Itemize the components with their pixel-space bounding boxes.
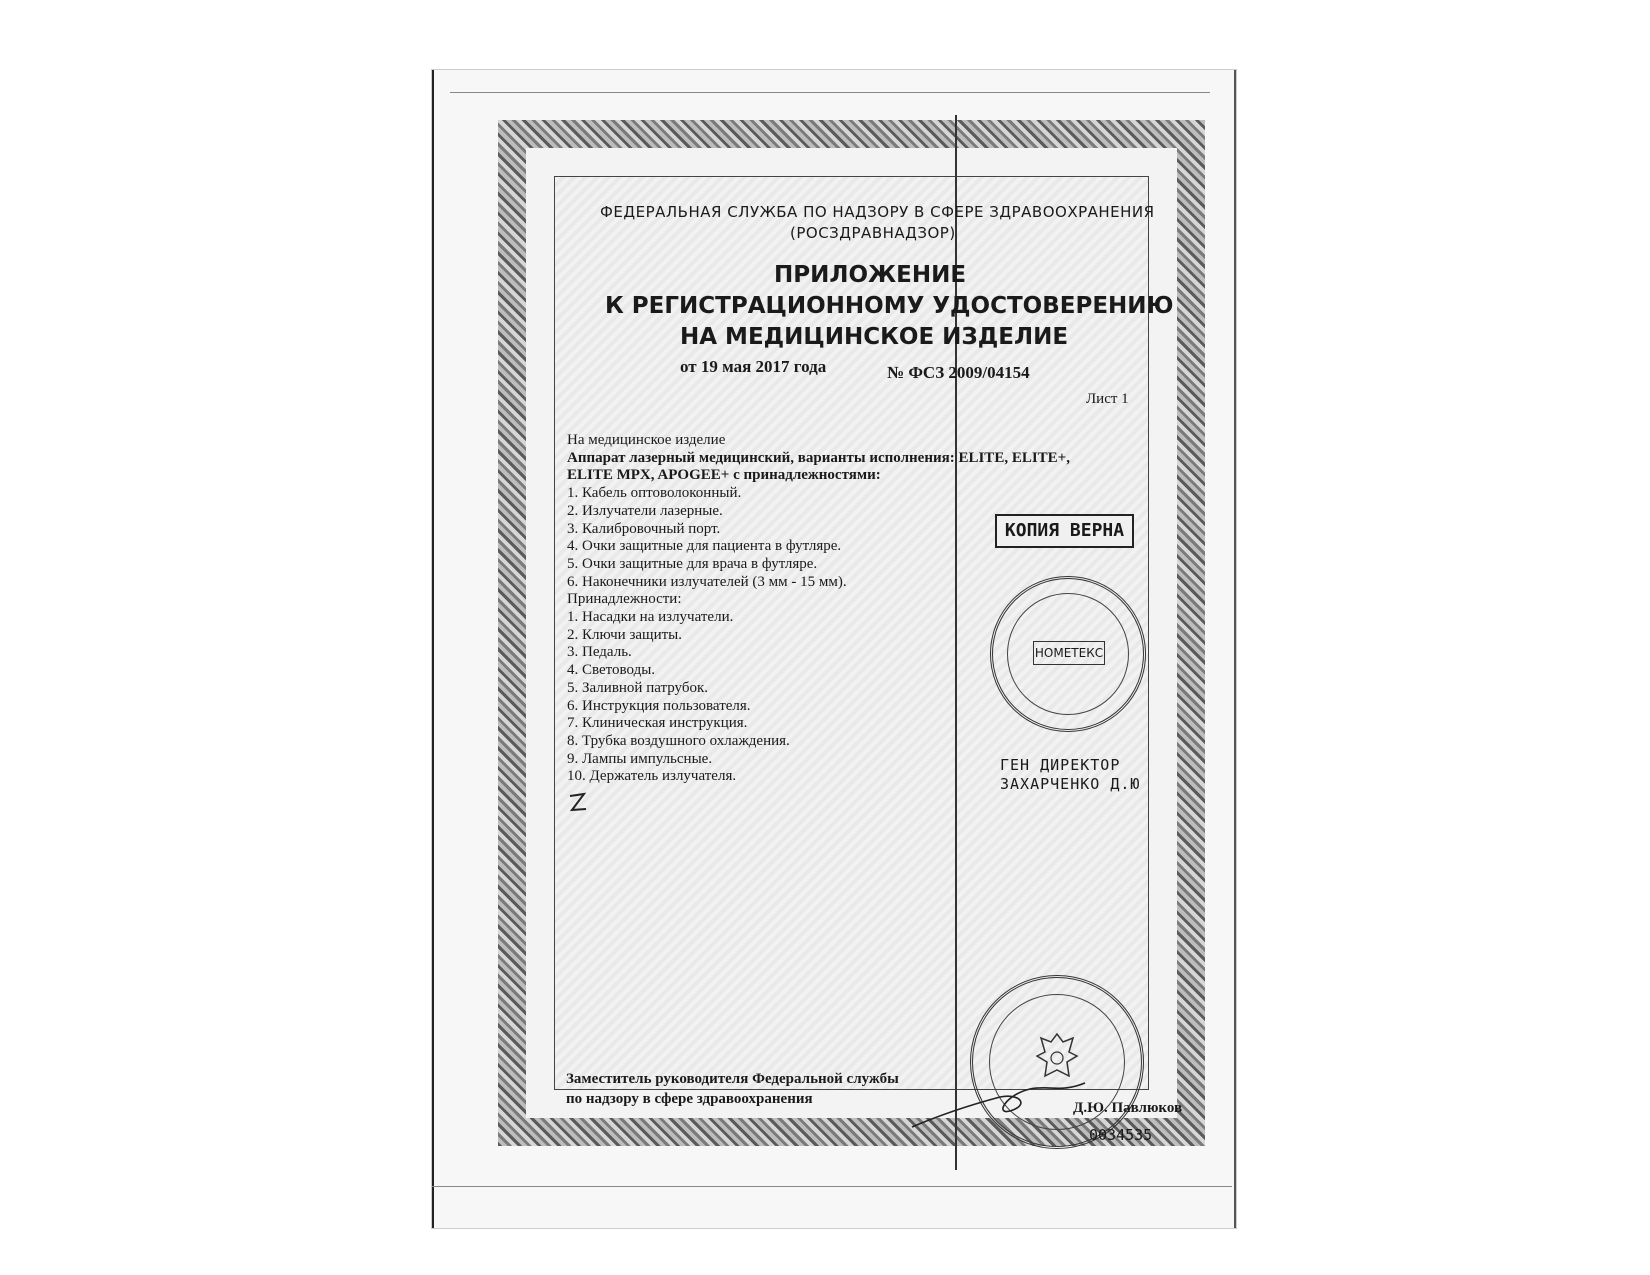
list-item: 7. Клиническая инструкция. [567,715,748,732]
deputy-title: Заместитель руководителя Федеральной службы [566,1071,899,1087]
device-name: Аппарат лазерный медицинский, варианты исполнения: ELITE, ELITE+, [567,449,1070,466]
list-item: 3. Педаль. [567,644,632,661]
intro-line: На медицинское изделие [567,432,726,448]
doc-title: ПРИЛОЖЕНИЕ [774,262,967,288]
list-item: 9. Лампы импульсные. [567,750,713,767]
handwritten-mark [566,790,590,816]
list-item: 3. Калибровочный порт. [567,520,721,537]
list-item: 1. Насадки на излучатели. [567,609,734,626]
list-item: 4. Очки защитные для пациента в футляре. [567,538,842,555]
deputy-title-cont: по надзору в сфере здравоохранения [566,1091,813,1107]
page-edge [450,92,1210,93]
sheet-number: Лист 1 [1086,391,1129,407]
list-item: 6. Наконечники излучателей (3 мм - 15 мм). [567,573,847,590]
list-item: 6. Инструкция пользователя. [567,697,751,714]
director-title: ГЕН ДИРЕКТОР [1000,756,1121,774]
list-item: 1. Кабель оптоволоконный. [567,485,742,502]
list-item: 8. Трубка воздушного охлаждения. [567,732,790,749]
director-name: ЗАХАРЧЕНКО Д.Ю [1000,775,1141,793]
list-item: 5. Очки защитные для врача в футляре. [567,555,818,572]
registration-number: № ФСЗ 2009/04154 [887,363,1030,382]
device-name-cont: ELITE MPX, APOGEE+ с принадлежностями: [567,467,881,484]
list-item: 2. Излучатели лазерные. [567,502,723,519]
form-serial-number: 0034535 [1089,1126,1153,1144]
list-item: 10. Держатель излучателя. [567,768,737,785]
issue-date: от 19 мая 2017 года [680,357,827,376]
agency-name: ФЕДЕРАЛЬНАЯ СЛУЖБА ПО НАДЗОРУ В СФЕРЕ ЗДРАВООХРАНЕНИЯ [600,203,1155,221]
list-item: 5. Заливной патрубок. [567,679,709,696]
device-description [567,432,1070,786]
page-edge [432,1186,1232,1187]
copy-certified-stamp: КОПИЯ ВЕРНА [995,514,1134,548]
list-item: 2. Ключи защиты. [567,626,682,643]
doc-subtitle: К РЕГИСТРАЦИОННОМУ УДОСТОВЕРЕНИЮ [605,293,1174,319]
company-seal [990,576,1146,732]
agency-abbr: (РОСЗДРАВНАДЗОР) [790,224,956,242]
seal-core-text: НОМЕТЕКС [1033,641,1105,665]
accessories-heading: Принадлежности: [567,591,682,608]
signatory-name: Д.Ю. Павлюков [1073,1100,1183,1116]
signature [910,1075,1090,1135]
list-item: 4. Световоды. [567,662,656,679]
doc-subtitle-2: НА МЕДИЦИНСКОЕ ИЗДЕЛИЕ [680,324,1069,350]
